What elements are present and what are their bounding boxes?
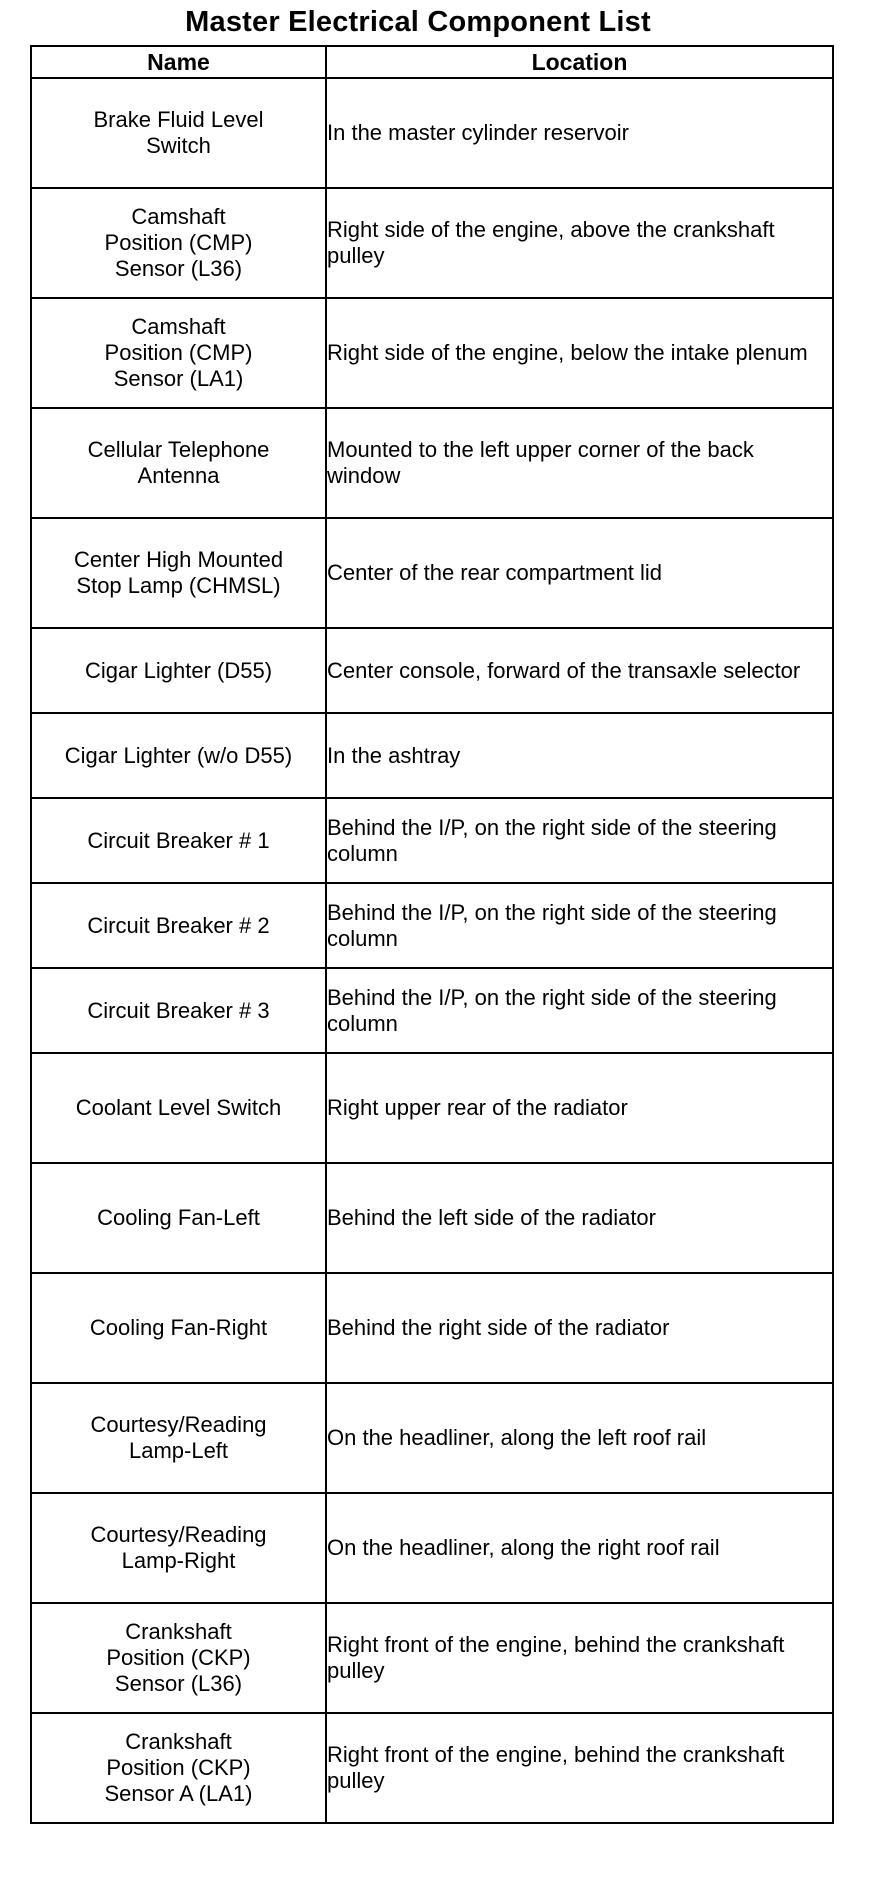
table-row — [31, 968, 833, 1053]
table-row — [31, 883, 833, 968]
table-row — [31, 188, 833, 298]
table-row — [31, 628, 833, 713]
component-name: Camshaft Position (CMP) Sensor (LA1) — [31, 298, 326, 408]
component-name: Courtesy/Reading Lamp-Left — [31, 1383, 326, 1493]
component-table — [30, 45, 834, 1824]
table-row — [31, 1163, 833, 1273]
table-row — [31, 1273, 833, 1383]
component-location: Behind the right side of the radiator — [326, 1273, 833, 1383]
table-row — [31, 408, 833, 518]
component-name: Camshaft Position (CMP) Sensor (L36) — [31, 188, 326, 298]
component-name: Circuit Breaker # 2 — [31, 883, 326, 968]
component-name: Cigar Lighter (w/o D55) — [31, 713, 326, 798]
document-title: Master Electrical Component List — [185, 6, 651, 38]
component-location: Center console, forward of the transaxle selector — [326, 628, 833, 713]
component-location: Right side of the engine, above the crankshaft pulley — [326, 188, 833, 298]
component-name: Cellular Telephone Antenna — [31, 408, 326, 518]
table-row — [31, 1603, 833, 1713]
component-location: Right front of the engine, behind the crankshaft pulley — [326, 1603, 833, 1713]
table-row — [31, 713, 833, 798]
component-name: Courtesy/Reading Lamp-Right — [31, 1493, 326, 1603]
component-location: On the headliner, along the left roof rail — [326, 1383, 833, 1493]
component-name: Circuit Breaker # 1 — [31, 798, 326, 883]
table-row — [31, 298, 833, 408]
component-name: Cigar Lighter (D55) — [31, 628, 326, 713]
component-location: On the headliner, along the right roof rail — [326, 1493, 833, 1603]
component-location: Right upper rear of the radiator — [326, 1053, 833, 1163]
table-row — [31, 1053, 833, 1163]
component-name: Cooling Fan-Right — [31, 1273, 326, 1383]
component-location: Right front of the engine, behind the crankshaft pulley — [326, 1713, 833, 1823]
component-location: Behind the I/P, on the right side of the steering column — [326, 883, 833, 968]
table-header-row — [31, 46, 833, 78]
component-location: Behind the I/P, on the right side of the steering column — [326, 798, 833, 883]
component-location: In the ashtray — [326, 713, 833, 798]
component-name: Cooling Fan-Left — [31, 1163, 326, 1273]
component-name: Crankshaft Position (CKP) Sensor (L36) — [31, 1603, 326, 1713]
component-location: Center of the rear compartment lid — [326, 518, 833, 628]
table-row — [31, 798, 833, 883]
table-row — [31, 1713, 833, 1823]
table-row — [31, 518, 833, 628]
component-location: Right side of the engine, below the intake plenum — [326, 298, 833, 408]
name-column-header: Name — [31, 46, 326, 78]
table-row — [31, 1493, 833, 1603]
component-name: Brake Fluid Level Switch — [31, 78, 326, 188]
table-row — [31, 78, 833, 188]
component-name: Crankshaft Position (CKP) Sensor A (LA1) — [31, 1713, 326, 1823]
component-location: In the master cylinder reservoir — [326, 78, 833, 188]
component-location: Behind the left side of the radiator — [326, 1163, 833, 1273]
table-row — [31, 1383, 833, 1493]
component-name: Circuit Breaker # 3 — [31, 968, 326, 1053]
component-location: Behind the I/P, on the right side of the steering column — [326, 968, 833, 1053]
component-name: Center High Mounted Stop Lamp (CHMSL) — [31, 518, 326, 628]
component-location: Mounted to the left upper corner of the back window — [326, 408, 833, 518]
location-column-header: Location — [326, 46, 833, 78]
component-name: Coolant Level Switch — [31, 1053, 326, 1163]
